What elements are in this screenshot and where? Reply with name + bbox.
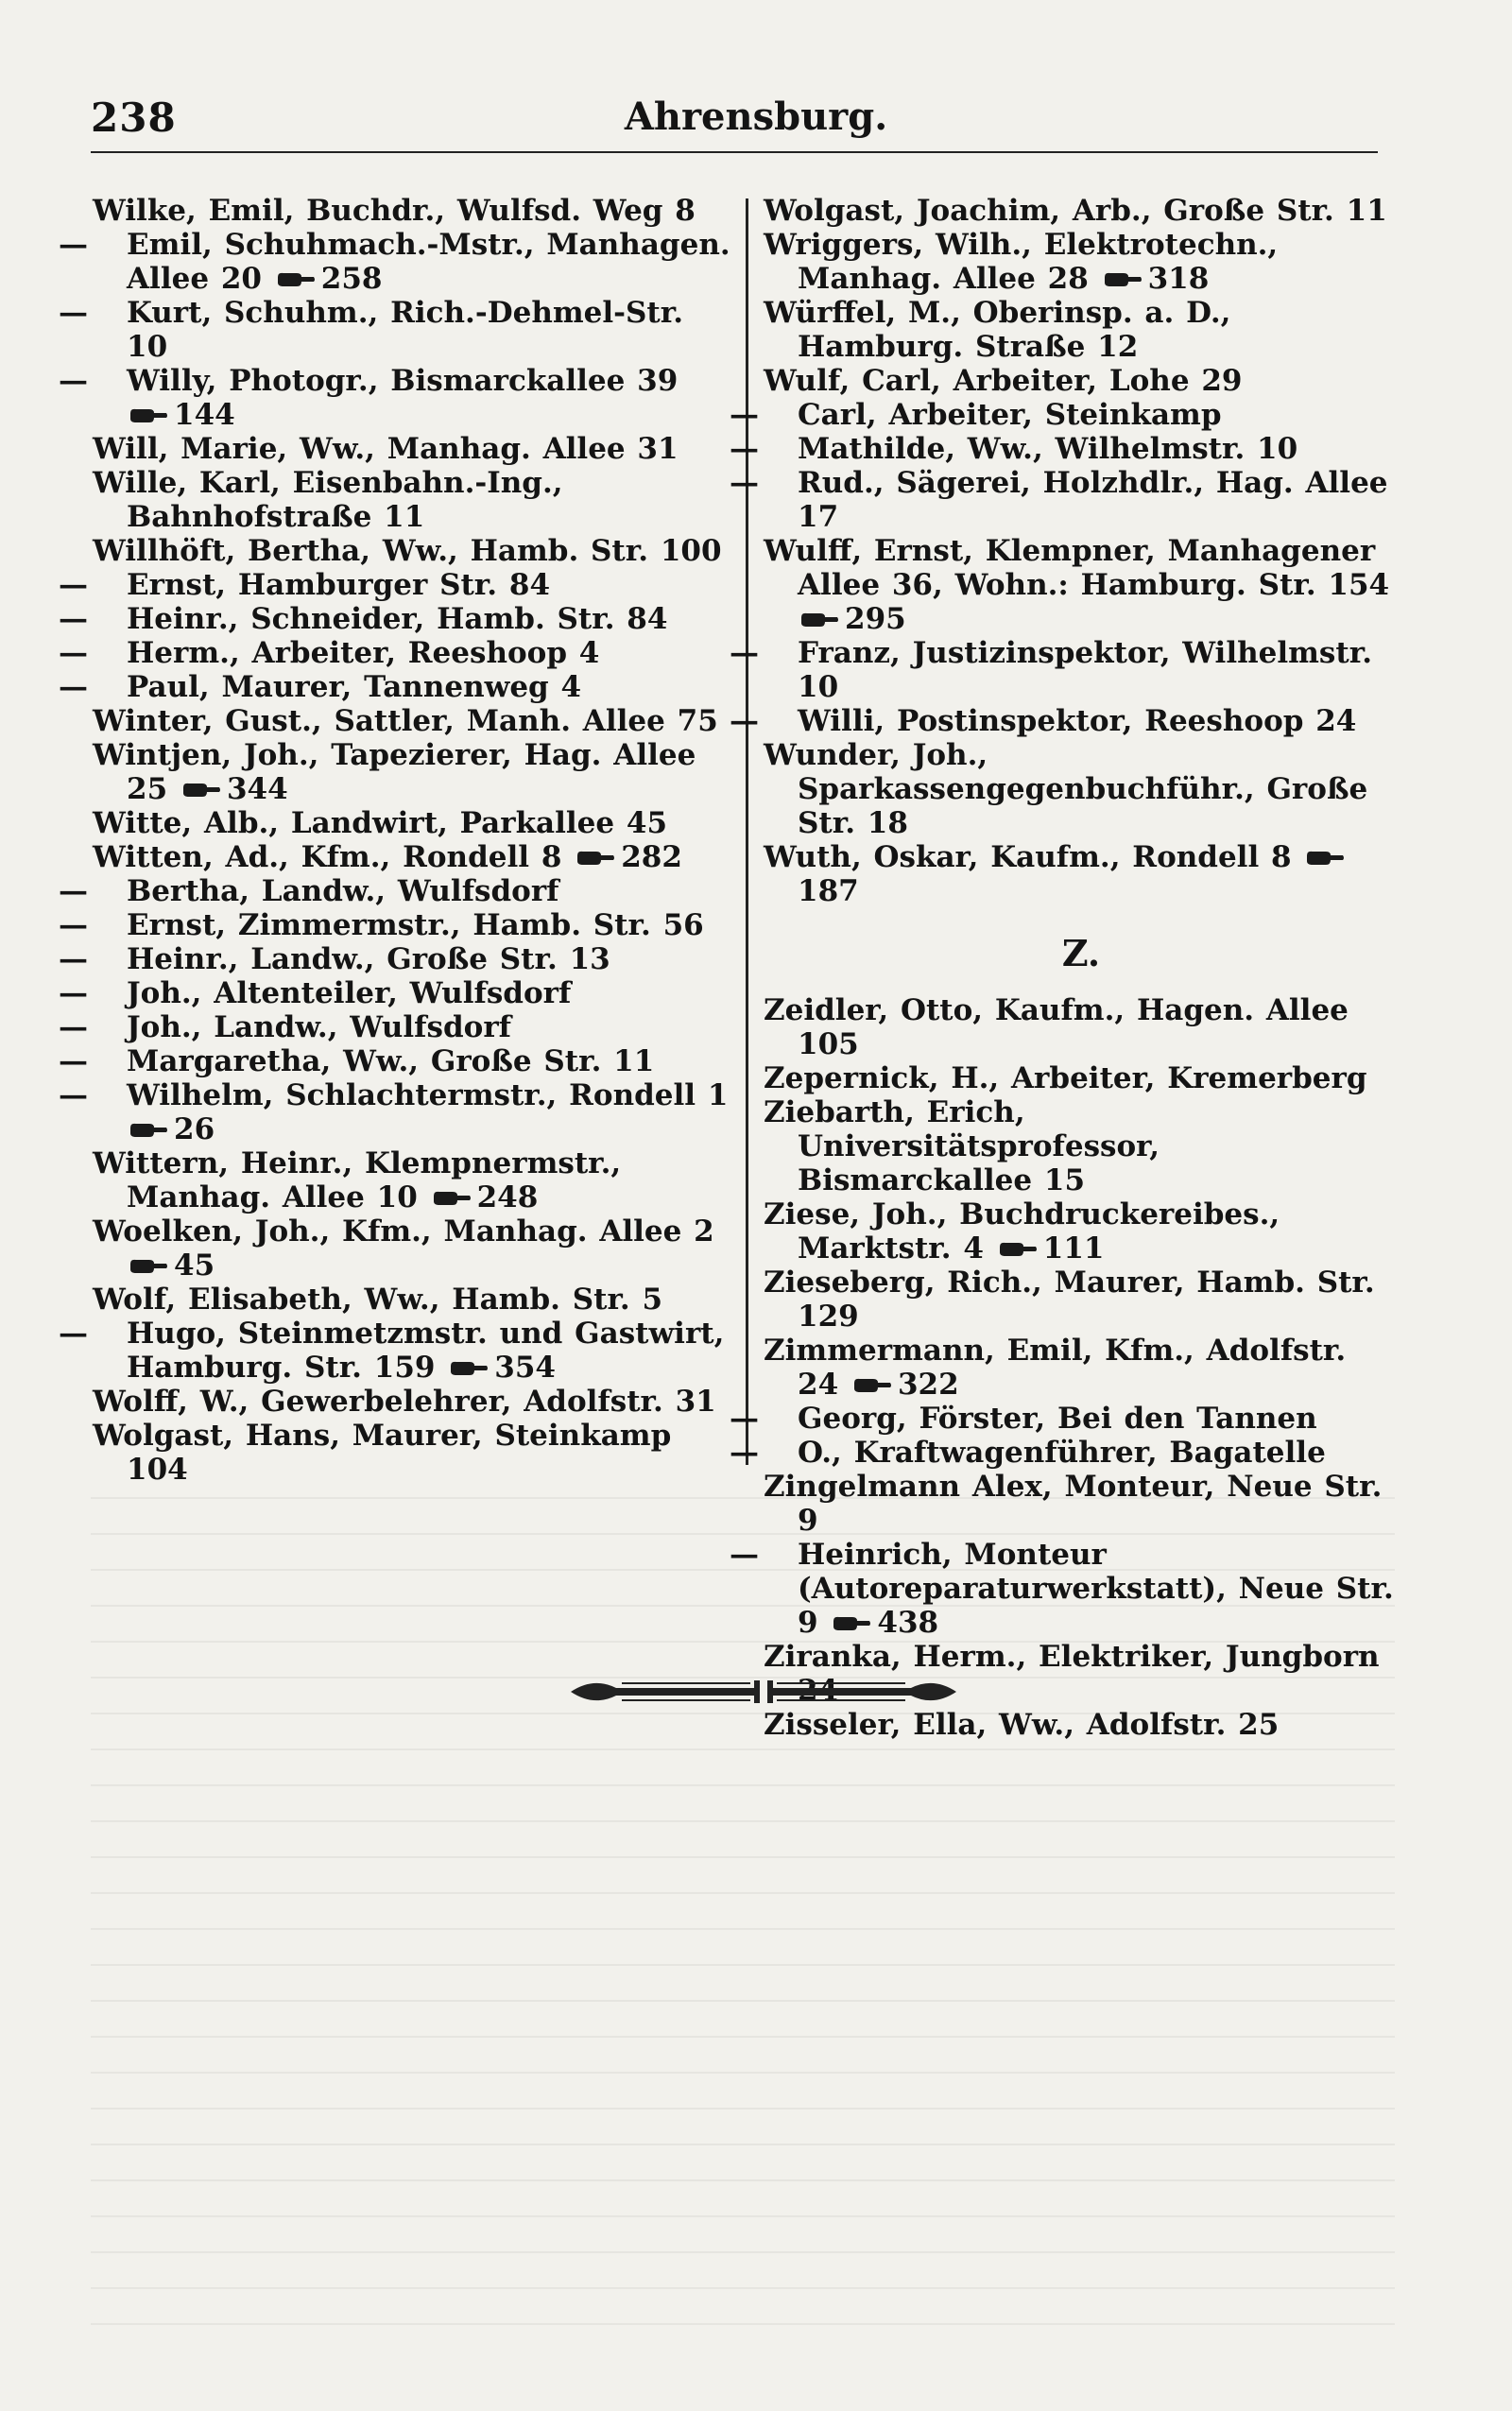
entry-text: Herm., Arbeiter, Reeshoop 4: [127, 636, 600, 670]
ditto-dash: —: [59, 670, 88, 704]
ditto-dash: —: [730, 466, 759, 500]
directory-entry: [59, 228, 735, 296]
directory-entry: [93, 1214, 735, 1283]
directory-entry: [764, 228, 1399, 296]
directory-entry: [730, 398, 1399, 432]
entry-text: Wilhelm, Schlachtermstr., Rondell 1: [127, 1078, 729, 1112]
directory-entry: [93, 738, 735, 806]
right-column-entries-z: [730, 993, 1399, 1742]
entry-text: Zieseberg, Rich., Maurer, Hamb. Str. 129: [764, 1266, 1375, 1334]
entry-text: Joh., Landw., Wulfsdorf: [127, 1010, 511, 1044]
directory-entry: [730, 466, 1399, 534]
phone-number: 438: [877, 1606, 939, 1640]
entry-text: Willy, Photogr., Bismarckallee 39: [127, 364, 679, 398]
ditto-dash: —: [59, 636, 88, 670]
entry-text: Georg, Förster, Bei den Tannen: [798, 1402, 1317, 1436]
entry-text: Margaretha, Ww., Große Str. 11: [127, 1044, 655, 1078]
telephone-pointing-hand-icon: [129, 1120, 168, 1141]
entry-text: Witte, Alb., Landwirt, Parkallee 45: [93, 806, 668, 840]
entry-text: Carl, Arbeiter, Steinkamp: [798, 398, 1222, 432]
entry-text: Zingelmann Alex, Monteur, Neue Str. 9: [764, 1470, 1383, 1538]
directory-entry: [764, 993, 1399, 1061]
entry-text: Heinrich, Monteur (Autoreparaturwerkstatt), Neue Str. 9: [798, 1538, 1394, 1640]
directory-entry: [730, 432, 1399, 466]
entry-text: Witten, Ad., Kfm., Rondell 8: [93, 840, 562, 874]
entry-text: Franz, Justizinspektor, Wilhelmstr. 10: [798, 636, 1372, 704]
entry-text: Mathilde, Ww., Wilhelmstr. 10: [798, 432, 1298, 466]
directory-entry: [764, 364, 1399, 398]
end-ornament: [565, 1675, 962, 1709]
ditto-dash: —: [59, 942, 88, 976]
entry-text: Emil, Schuhmach.-Mstr., Manhagen. Allee 20: [127, 228, 730, 296]
entry-text: Wolf, Elisabeth, Ww., Hamb. Str. 5: [93, 1283, 663, 1317]
entry-text: O., Kraftwagenführer, Bagatelle: [798, 1436, 1326, 1470]
header-rule: [91, 151, 1378, 153]
directory-entry: [93, 704, 735, 738]
right-column-entries-w: [730, 194, 1399, 908]
telephone-pointing-hand-icon: [276, 269, 316, 290]
entry-text: Woelken, Joh., Kfm., Manhag. Allee 2: [93, 1214, 714, 1249]
ditto-dash: —: [59, 228, 88, 262]
directory-entry: [59, 364, 735, 432]
ditto-dash: —: [730, 398, 759, 432]
entry-text: Wulff, Ernst, Klempner, Manhagener Allee 36, Wohn.: Hamburg. Str. 154: [764, 534, 1390, 602]
directory-entry: [764, 738, 1399, 840]
telephone-pointing-hand-icon: [998, 1239, 1038, 1260]
directory-entry: [59, 296, 735, 364]
entry-text: Ziranka, Herm., Elektriker, Jungborn: [764, 1640, 1380, 1674]
phone-number: 45: [174, 1249, 215, 1283]
phone-number: 318: [1147, 262, 1210, 296]
directory-entry: [59, 1044, 735, 1078]
directory-entry: [59, 908, 735, 942]
directory-entry: [730, 636, 1399, 704]
directory-entry: [730, 1436, 1399, 1470]
phone-number: 282: [621, 840, 682, 874]
entry-text: Kurt, Schuhm., Rich.-Dehmel-Str. 10: [127, 296, 684, 364]
directory-entry: [730, 1538, 1399, 1640]
phone-number: 187: [798, 874, 859, 908]
directory-entry: [59, 976, 735, 1010]
running-head: Ahrensburg.: [624, 95, 888, 139]
phone-number: 322: [897, 1368, 959, 1402]
directory-entry: [764, 1061, 1399, 1095]
directory-entry: [93, 194, 735, 228]
phone-number: 354: [494, 1351, 556, 1385]
directory-entry: [93, 534, 735, 568]
entry-text: Zisseler, Ella, Ww., Adolfstr. 25: [764, 1708, 1280, 1742]
ditto-dash: —: [59, 296, 88, 330]
telephone-pointing-hand-icon: [432, 1188, 472, 1209]
directory-entry: [764, 840, 1399, 908]
ditto-dash: —: [730, 704, 759, 738]
directory-entry: [764, 296, 1399, 364]
entry-text: Wunder, Joh., Sparkassengegenbuchführ., Große Str. 18: [764, 738, 1368, 840]
entry-text: Rud., Sägerei, Holzhdlr., Hag. Allee 17: [798, 466, 1388, 534]
ditto-dash: —: [59, 976, 88, 1010]
entry-text: Wuth, Oskar, Kaufm., Rondell 8: [764, 840, 1292, 874]
entry-text: Zepernick, H., Arbeiter, Kremerberg: [764, 1061, 1367, 1095]
directory-entry: [59, 1317, 735, 1385]
ditto-dash: —: [730, 1538, 759, 1572]
directory-entry: [93, 1419, 735, 1487]
ditto-dash: —: [730, 1436, 759, 1470]
telephone-pointing-hand-icon: [129, 1256, 168, 1277]
phone-number: 344: [226, 772, 288, 806]
directory-entry: [59, 670, 735, 704]
entry-text: Bertha, Landw., Wulfsdorf: [127, 874, 559, 908]
entry-text: Wintjen, Joh., Tapezierer, Hag. Allee 25: [93, 738, 696, 806]
ditto-dash: —: [59, 364, 88, 398]
directory-entry: [730, 704, 1399, 738]
ditto-dash: —: [730, 636, 759, 670]
directory-entry: [59, 636, 735, 670]
entry-text: Will, Marie, Ww., Manhag. Allee 31: [93, 432, 679, 466]
telephone-pointing-hand-icon: [799, 610, 839, 630]
left-column: [59, 194, 735, 1487]
directory-entry: [59, 568, 735, 602]
directory-entry: [764, 194, 1399, 228]
entry-text: Zeidler, Otto, Kaufm., Hagen. Allee 105: [764, 993, 1349, 1061]
directory-entry: [93, 1385, 735, 1419]
directory-entry: [730, 1402, 1399, 1436]
entry-text: Heinr., Landw., Große Str. 13: [127, 942, 610, 976]
entry-text: Ernst, Zimmermstr., Hamb. Str. 56: [127, 908, 704, 942]
entry-text: Willhöft, Bertha, Ww., Hamb. Str. 100: [93, 534, 722, 568]
ditto-dash: —: [59, 908, 88, 942]
telephone-pointing-hand-icon: [1103, 269, 1143, 290]
entry-text: Willi, Postinspektor, Reeshoop 24: [798, 704, 1357, 738]
entry-text: Joh., Altenteiler, Wulfsdorf: [127, 976, 572, 1010]
phone-number: 295: [845, 602, 906, 636]
directory-entry: [93, 840, 735, 874]
directory-entry: [764, 1334, 1399, 1402]
ditto-dash: —: [59, 1044, 88, 1078]
phone-number: 258: [320, 262, 383, 296]
entry-text: Hugo, Steinmetzmstr. und Gastwirt, Hamburg. Str. 159: [127, 1317, 725, 1385]
entry-text: Wittern, Heinr., Klempnermstr., Manhag. Allee 10: [93, 1146, 622, 1214]
directory-entry: [93, 466, 735, 534]
section-letter: Z.: [1061, 932, 1101, 974]
telephone-pointing-hand-icon: [449, 1358, 489, 1379]
page-number: 238: [91, 95, 177, 141]
entry-text: Heinr., Schneider, Hamb. Str. 84: [127, 602, 668, 636]
telephone-pointing-hand-icon: [832, 1613, 871, 1634]
phone-number: 111: [1042, 1231, 1105, 1266]
directory-entry: [59, 1078, 735, 1146]
ditto-dash: —: [59, 1317, 88, 1351]
directory-entry: [93, 1283, 735, 1317]
directory-entry: [764, 1197, 1399, 1266]
ditto-dash: —: [730, 432, 759, 466]
entry-text: Wriggers, Wilh., Elektrotechn., Manhag. Allee 28: [764, 228, 1279, 296]
telephone-pointing-hand-icon: [181, 780, 221, 801]
phone-number: 144: [174, 398, 235, 432]
directory-entry: [93, 1146, 735, 1214]
entry-text: Wolgast, Joachim, Arb., Große Str. 11: [764, 194, 1387, 228]
phone-number: 248: [476, 1180, 539, 1214]
ditto-dash: —: [59, 568, 88, 602]
directory-entry: [59, 602, 735, 636]
phone-number: 26: [174, 1112, 215, 1146]
telephone-pointing-hand-icon: [576, 848, 615, 869]
entry-text: Paul, Maurer, Tannenweg 4: [127, 670, 582, 704]
telephone-pointing-hand-icon: [129, 405, 168, 426]
entry-text: Wilke, Emil, Buchdr., Wulfsd. Weg 8: [93, 194, 696, 228]
right-column: [730, 194, 1399, 1742]
column-divider: [746, 198, 748, 1465]
directory-entry: [93, 432, 735, 466]
entry-text: Ernst, Hamburger Str. 84: [127, 568, 551, 602]
directory-entry: [59, 1010, 735, 1044]
ditto-dash: —: [59, 1078, 88, 1112]
directory-entry: [764, 1708, 1399, 1742]
directory-entry: [93, 806, 735, 840]
directory-entry: [59, 874, 735, 908]
entry-text: Winter, Gust., Sattler, Manh. Allee 75: [93, 704, 718, 738]
entry-text: Wolff, W., Gewerbelehrer, Adolfstr. 31: [93, 1385, 716, 1419]
entry-text: Zimmermann, Emil, Kfm., Adolfstr. 24: [764, 1334, 1347, 1402]
telephone-pointing-hand-icon: [1305, 848, 1345, 869]
directory-entry: [764, 1095, 1399, 1197]
entry-text: Ziese, Joh., Buchdruckereibes., Marktstr. 4: [764, 1197, 1280, 1266]
ditto-dash: —: [59, 874, 88, 908]
entry-text: Wille, Karl, Eisenbahn.-Ing., Bahnhofstraße 11: [93, 466, 563, 534]
directory-entry: [764, 534, 1399, 636]
directory-entry: [764, 1266, 1399, 1334]
directory-entry: [59, 942, 735, 976]
entry-text: Würffel, M., Oberinsp. a. D., Hamburg. Straße 12: [764, 296, 1231, 364]
directory-entry: [764, 1470, 1399, 1538]
ditto-dash: —: [59, 602, 88, 636]
entry-text: Ziebarth, Erich, Universitätsprofessor, Bismarckallee 15: [764, 1095, 1160, 1197]
ditto-dash: —: [59, 1010, 88, 1044]
ditto-dash: —: [730, 1402, 759, 1436]
telephone-pointing-hand-icon: [852, 1375, 892, 1396]
entry-text: Wulf, Carl, Arbeiter, Lohe 29: [764, 364, 1243, 398]
entry-text: Wolgast, Hans, Maurer, Steinkamp 104: [93, 1419, 672, 1487]
